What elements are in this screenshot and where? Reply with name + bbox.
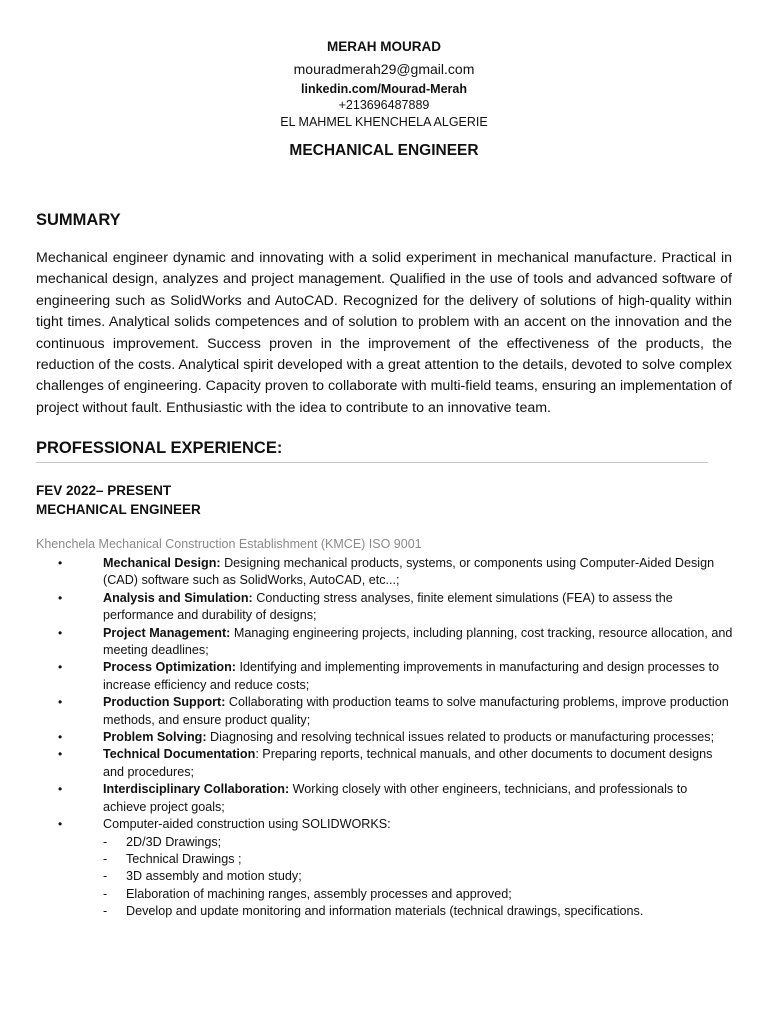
duty-text: Managing engineering projects, including planning, cost tracking, resource allocation, and meeting deadlines;	[103, 625, 733, 658]
duty-item	[0, 659, 768, 694]
duty-item	[0, 590, 768, 625]
subitem	[103, 868, 734, 885]
duty-label: Technical Documentation	[103, 747, 256, 762]
section-divider	[36, 462, 708, 463]
phone-number: +213696487889	[338, 98, 430, 112]
position-title: MECHANICAL ENGINEER	[36, 502, 201, 517]
duty-text: Collaborating with production teams to solve manufacturing problems, improve production methods, and ensure product quality;	[103, 695, 729, 727]
resume-header	[0, 38, 768, 161]
duty-text: Computer-aided construction using SOLIDWORKS:	[103, 817, 391, 832]
bullet-icon: •	[58, 660, 63, 675]
experience-entry-header	[36, 481, 201, 519]
duty-label: Production Support:	[103, 695, 226, 710]
dash-icon: -	[103, 834, 108, 849]
bullet-icon: •	[58, 730, 63, 745]
duty-text: Identifying and implementing improvements in manufacturing and design processes to increase efficiency and reduce costs;	[103, 660, 719, 692]
duty-text: : Preparing reports, technical manuals, and other documents to document designs and procedures;	[103, 747, 713, 779]
subitem	[103, 851, 734, 868]
duty-text: Conducting stress analyses, finite element simulations (FEA) to assess the performance and durability of designs;	[103, 590, 673, 623]
duty-text: Working closely with other engineers, technicians, and professionals to achieve project goals;	[103, 782, 688, 814]
summary-heading: SUMMARY	[36, 211, 121, 229]
duty-item	[0, 729, 768, 746]
subitem-text: 2D/3D Drawings;	[126, 834, 222, 849]
job-title: MECHANICAL ENGINEER	[289, 142, 479, 159]
solidworks-subitems	[103, 834, 734, 921]
dash-icon: -	[103, 851, 108, 866]
duty-text: Diagnosing and resolving technical issues related to products or manufacturing processes;	[206, 730, 715, 745]
dash-icon: -	[103, 904, 108, 919]
subitem-text: Develop and update monitoring and information materials (technical drawings, specifications.	[126, 904, 644, 919]
bullet-icon: •	[58, 590, 63, 605]
duty-item	[0, 625, 768, 660]
duty-label: Analysis and Simulation:	[103, 590, 253, 605]
duty-label: Mechanical Design:	[103, 556, 221, 570]
duty-text: Designing mechanical products, systems, or components using Computer-Aided Design (CAD) software such as SolidWorks, AutoCAD, etc...;	[103, 556, 715, 588]
bullet-icon: •	[58, 556, 63, 570]
bullet-icon: •	[58, 747, 63, 762]
candidate-name: MERAH MOURAD	[327, 39, 441, 54]
experience-heading: PROFESSIONAL EXPERIENCE:	[36, 439, 283, 457]
dash-icon: -	[103, 886, 108, 901]
duty-label: Problem Solving:	[103, 730, 207, 745]
linkedin-url: linkedin.com/Mourad-Merah	[301, 82, 467, 96]
subitem	[103, 886, 734, 903]
duty-label: Project Management:	[103, 625, 231, 640]
duty-item	[0, 816, 768, 920]
bullet-icon: •	[58, 625, 63, 640]
employment-period: FEV 2022– PRESENT	[36, 483, 172, 498]
dash-icon: -	[103, 869, 108, 884]
duty-item	[0, 555, 768, 590]
subitem-text: Elaboration of machining ranges, assembly processes and approved;	[126, 886, 512, 901]
postal-address: EL MAHMEL KHENCHELA ALGERIE	[280, 115, 488, 129]
company-name: Khenchela Mechanical Construction Establishment (KMCE) ISO 9001	[36, 537, 422, 551]
duty-item	[0, 781, 768, 816]
summary-paragraph: Mechanical engineer dynamic and innovating with a solid experiment in mechanical manufacture. Practical in mechanical design, analyzes and project management. Qualified in the use of tools and advanced software of engineering such as SolidWorks and AutoCAD. Recognized for the delivery of solutions of high-quality within tight times. Analytical solids competences and of solution to problem with an accent on the innovation and the continuous improvement. Success proven in the improvement of the effectiveness of the products, the reduction of the costs. Analytical spirit developed with a great attention to the details, devoted to solve complex challenges of engineering. Capacity proven to collaborate with multi-field teams, ensuring an implementation of project without fault. Enthusiastic with the idea to contribute to an innovative team.	[36, 250, 732, 416]
duty-label: Process Optimization:	[103, 660, 236, 675]
email-address: mouradmerah29@gmail.com	[293, 61, 475, 77]
duty-label: Interdisciplinary Collaboration:	[103, 782, 290, 797]
bullet-icon: •	[58, 782, 63, 797]
duty-item	[0, 746, 768, 781]
subitem-text: 3D assembly and motion study;	[126, 869, 302, 884]
duties-list	[0, 555, 768, 921]
subitem	[103, 834, 734, 851]
subitem	[103, 903, 734, 920]
subitem-text: Technical Drawings ;	[126, 851, 242, 866]
bullet-icon: •	[58, 695, 63, 710]
duty-item	[0, 694, 768, 729]
bullet-icon: •	[58, 817, 63, 832]
